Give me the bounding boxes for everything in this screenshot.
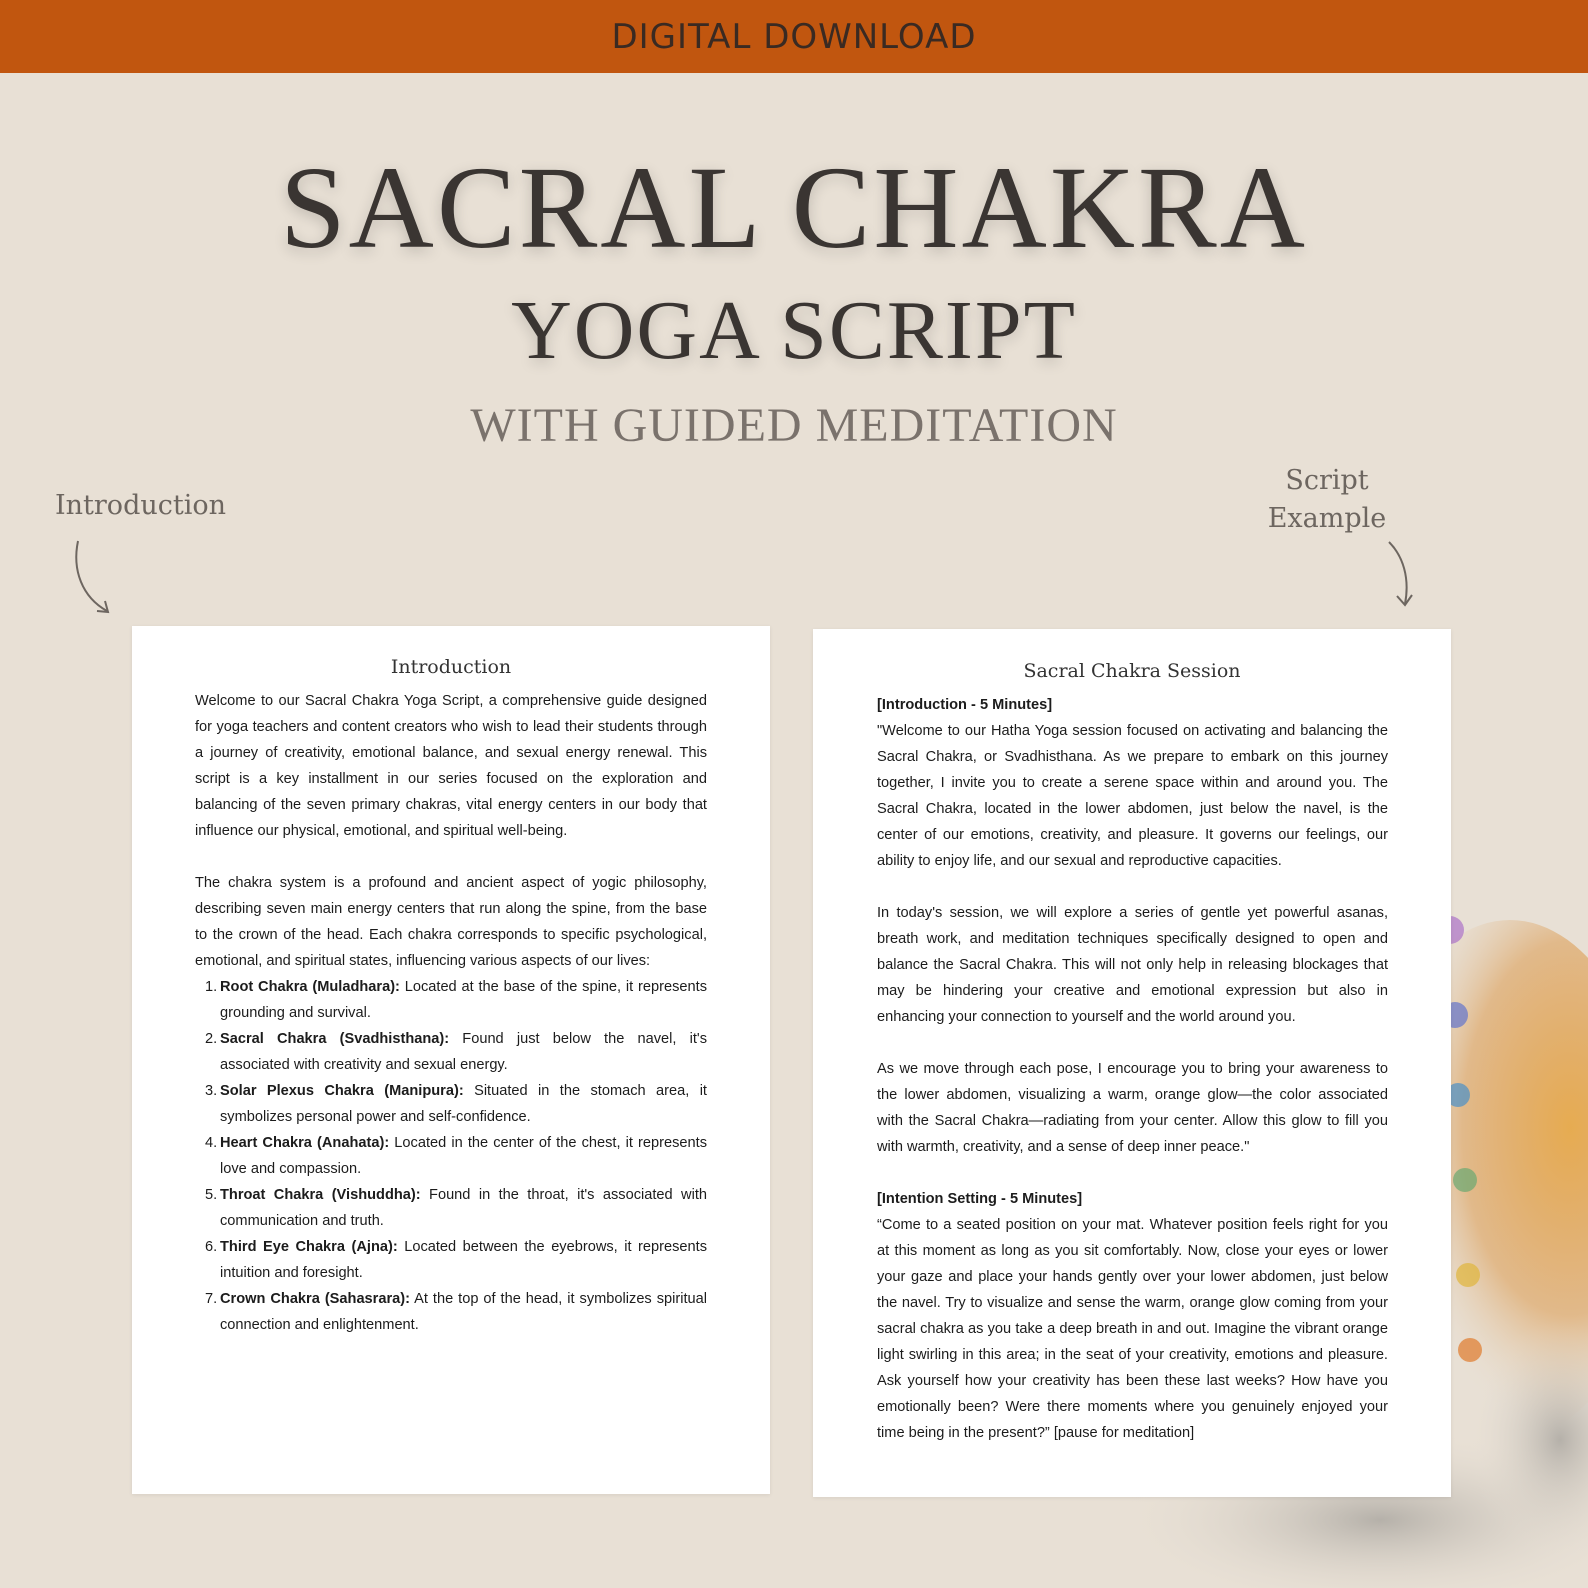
intro-paragraph-2: The chakra system is a profound and ancient aspect of yogic philosophy, describing seven main energy centers that run along the spine, from the base to the crown of the head. Each chakra corresponds to specific psychological, emotional, and spiritual states, influencing various aspects of our lives: bbox=[195, 875, 707, 969]
chakra-list-item bbox=[195, 1182, 707, 1234]
intro-paragraph-1: Welcome to our Sacral Chakra Yoga Script, a comprehensive guide designed for yoga teachers and content creators who wish to lead their students through a journey of creativity, emotional balance, and sexual energy renewal. This script is a key installment in our series focused on the exploration and balancing of the seven primary chakras, vital energy centers in our body that influence our physical, emotional, and spiritual well-being. bbox=[195, 693, 707, 839]
list-number: 5. bbox=[205, 1187, 218, 1203]
chakra-name: Root Chakra (Muladhara): bbox=[220, 979, 400, 995]
script-paragraph-4: “Come to a seated position on your mat. Whatever position feels right for you at this moment as long as you sit comfortably. Now, close your eyes or lower your gaze and place your hands gently over your lower abdomen, just below the navel. Try to visualize and sense the warm, orange glow coming from your sacral chakra as you take a deep breath in and out. Imagine the vibrant orange light swirling in this area; in the seat of your creativity, emotions and pleasure. Ask yourself how your creativity has been these last weeks? How have you emotionally been? Were there moments where you genuinely enjoyed your time being in the present?” [pause for meditation] bbox=[877, 1217, 1388, 1441]
chakra-name: Heart Chakra (Anahata): bbox=[220, 1135, 390, 1151]
chakra-list bbox=[195, 974, 707, 1338]
chakra-list-item bbox=[195, 974, 707, 1026]
chakra-list-item bbox=[195, 1026, 707, 1078]
introduction-page bbox=[132, 626, 770, 1494]
chakra-list-item bbox=[195, 1078, 707, 1130]
chakra-description: Situated in the stomach area, it symbolizes personal power and self-confidence. bbox=[220, 1083, 707, 1125]
script-paragraph-2: In today's session, we will explore a series of gentle yet powerful asanas, breath work, and meditation techniques specifically designed to open and balance the Sacral Chakra. This will not only help in releasing blockages that may be hindering your creative and emotional expression but also in enhancing your connection to yourself and the world around you. bbox=[877, 905, 1388, 1025]
list-number: 3. bbox=[205, 1083, 218, 1099]
introduction-page-heading: Introduction bbox=[390, 656, 512, 678]
list-number: 2. bbox=[205, 1031, 218, 1047]
chakra-description: Located at the base of the spine, it represents grounding and survival. bbox=[220, 979, 707, 1021]
script-example-line-2: Example bbox=[1267, 503, 1387, 534]
page-tagline: WITH GUIDED MEDITATION bbox=[470, 399, 1118, 452]
list-number: 4. bbox=[205, 1135, 218, 1151]
script-paragraph-3: As we move through each pose, I encourage you to bring your awareness to the lower abdomen, visualizing a warm, orange glow—the color associated with the Sacral Chakra—radiating from your center. Allow this glow to fill you with warmth, creativity, and a sense of deep inner peace." bbox=[877, 1061, 1388, 1155]
banner-label: DIGITAL DOWNLOAD bbox=[611, 16, 977, 57]
introduction-callout-label: Introduction bbox=[55, 490, 226, 521]
top-banner bbox=[0, 0, 1588, 73]
chakra-description: Located between the eyebrows, it represents intuition and foresight. bbox=[220, 1239, 707, 1281]
section-title-introduction: [Introduction - 5 Minutes] bbox=[877, 697, 1053, 713]
chakra-description: At the top of the head, it symbolizes spiritual connection and enlightenment. bbox=[220, 1291, 707, 1333]
chakra-name: Solar Plexus Chakra (Manipura): bbox=[220, 1083, 464, 1099]
chakra-description: Found in the throat, it's associated with communication and truth. bbox=[220, 1187, 707, 1229]
page-title: SACRAL CHAKRA bbox=[280, 142, 1308, 273]
introduction-page-body bbox=[195, 688, 707, 1338]
list-number: 1. bbox=[205, 979, 218, 995]
page-subtitle: YOGA SCRIPT bbox=[511, 284, 1077, 377]
chakra-name: Third Eye Chakra (Ajna): bbox=[220, 1239, 398, 1255]
chakra-name: Crown Chakra (Sahasrara): bbox=[220, 1291, 410, 1307]
list-number: 7. bbox=[205, 1291, 218, 1307]
script-example-page bbox=[813, 629, 1451, 1497]
script-page-heading: Sacral Chakra Session bbox=[1023, 660, 1241, 682]
chakra-list-item bbox=[195, 1286, 707, 1338]
chakra-description: Found just below the navel, it's associated with creativity and sexual energy. bbox=[220, 1031, 707, 1073]
curved-arrow-down-left-icon bbox=[1385, 538, 1425, 613]
section-title-intention-setting: [Intention Setting - 5 Minutes] bbox=[877, 1191, 1083, 1207]
chakra-name: Sacral Chakra (Svadhisthana): bbox=[220, 1031, 450, 1047]
curved-arrow-down-right-icon bbox=[70, 535, 120, 620]
script-example-callout-label bbox=[1262, 462, 1392, 538]
chakra-name: Throat Chakra (Vishuddha): bbox=[220, 1187, 421, 1203]
chakra-description: Located in the center of the chest, it represents love and compassion. bbox=[220, 1135, 707, 1177]
chakra-list-item bbox=[195, 1234, 707, 1286]
script-paragraph-1: "Welcome to our Hatha Yoga session focused on activating and balancing the Sacral Chakra, or Svadhisthana. As we prepare to embark on this journey together, I invite you to create a serene space within and around you. The Sacral Chakra, located in the lower abdomen, just below the navel, is the center of our emotions, creativity, and pleasure. It governs our feelings, our ability to enjoy life, and our sexual and reproductive capacities. bbox=[877, 723, 1388, 869]
chakra-list-item bbox=[195, 1130, 707, 1182]
script-page-body bbox=[877, 692, 1388, 1446]
list-number: 6. bbox=[205, 1239, 218, 1255]
script-example-line-1: Script bbox=[1285, 465, 1369, 496]
